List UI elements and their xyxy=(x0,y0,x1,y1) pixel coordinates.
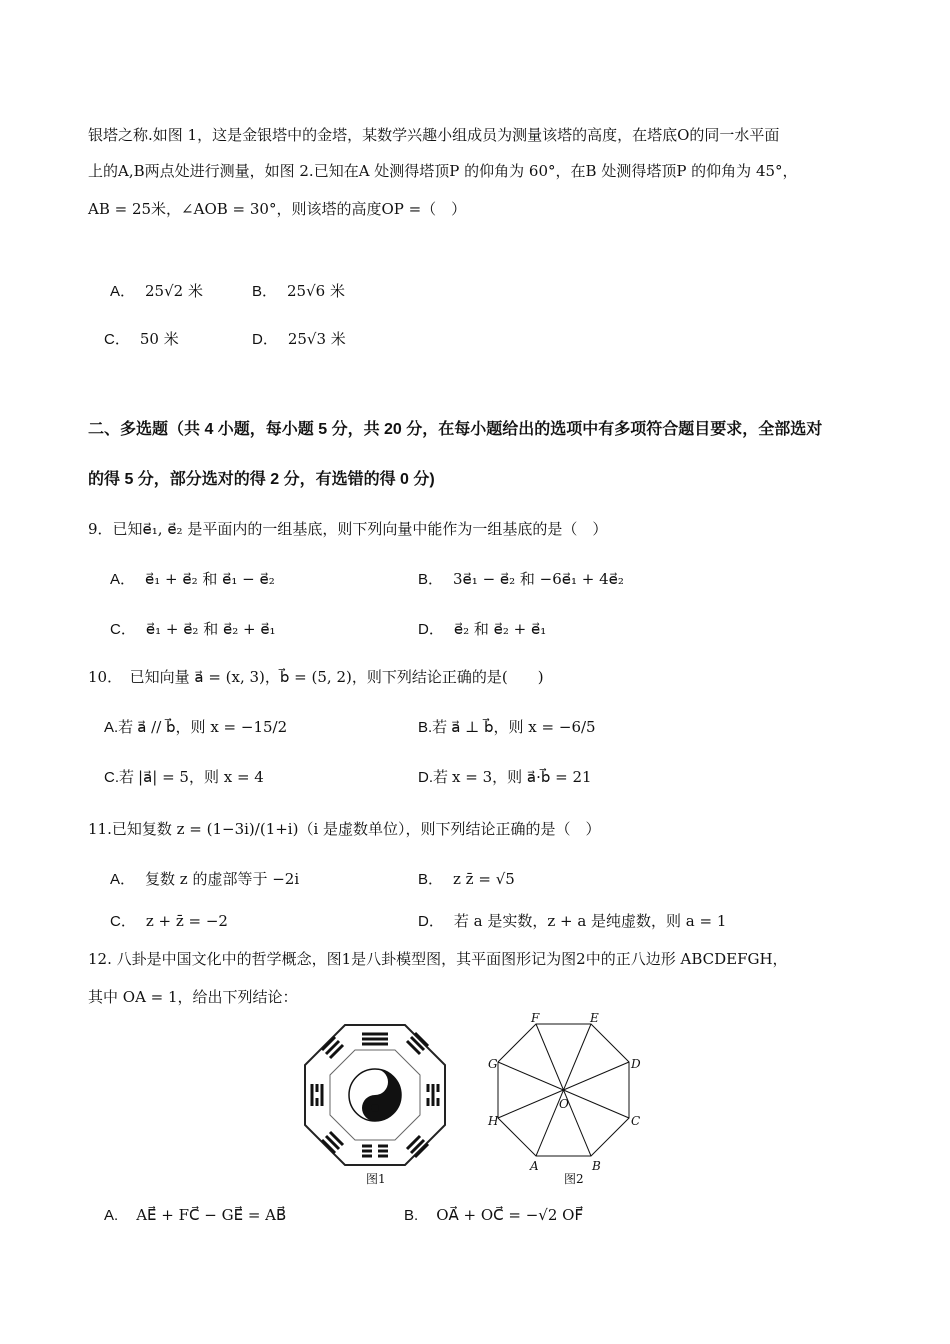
option-label: D.若 xyxy=(418,769,449,786)
figure-2-caption: 图2 xyxy=(564,1172,584,1186)
option-text: a⃗ ⊥ b⃗，则 x = −6/5 xyxy=(451,718,596,736)
option-text: a⃗ // b⃗，则 x = −15/2 xyxy=(137,718,288,736)
option-text: e⃗₁ + e⃗₂ 和 e⃗₂ + e⃗₁ xyxy=(145,620,276,638)
option-label: B. xyxy=(404,1207,419,1224)
q10-option-c xyxy=(104,766,264,789)
q8-option-d xyxy=(252,328,346,351)
q10-option-a xyxy=(104,716,287,739)
option-text: 3e⃗₁ − e⃗₂ 和 −6e⃗₁ + 4e⃗₂ xyxy=(453,570,624,588)
option-text: 25√2 米 xyxy=(145,282,203,300)
option-label: B． xyxy=(418,871,444,888)
q9-option-b xyxy=(418,568,624,591)
option-label: A． xyxy=(110,871,136,888)
q9-option-c xyxy=(110,618,276,641)
option-text: 25√3 米 xyxy=(287,330,346,348)
bagua-figure-1 xyxy=(300,1020,450,1170)
vertex-label-c: C xyxy=(631,1114,641,1128)
option-label: A． xyxy=(110,571,136,588)
vertex-label-d: D xyxy=(631,1057,641,1071)
vertex-label-h: H xyxy=(488,1114,499,1128)
q9-option-a xyxy=(110,568,275,591)
option-text: |a⃗| = 5，则 x = 4 xyxy=(138,768,264,786)
option-label: C． xyxy=(110,621,136,638)
center-label-o: O xyxy=(559,1097,569,1111)
q8-stem-line2: 上的A,B两点处进行测量，如图 2.已知在A 处测得塔顶P 的仰角为 60°，在B 处测得塔顶P 的仰角为 45°， xyxy=(88,162,798,180)
vertex-label-g: G xyxy=(488,1057,498,1071)
q11-option-b xyxy=(418,868,515,891)
option-text: e⃗₁ + e⃗₂ 和 e⃗₁ − e⃗₂ xyxy=(145,570,275,588)
option-text: z + z̄ = −2 xyxy=(145,912,228,930)
vertex-label-f: F xyxy=(531,1012,540,1025)
option-label: D． xyxy=(252,331,278,348)
q10-option-b xyxy=(418,716,596,739)
q9-option-d xyxy=(418,618,546,641)
vertex-label-e: E xyxy=(590,1012,599,1025)
vertex-label-b: B xyxy=(592,1159,601,1173)
q12-stem-line1: 12. 八卦是中国文化中的哲学概念，图1是八卦模型图，其平面图形记为图2中的正八边形 ABCDEFGH， xyxy=(88,950,788,968)
option-label: C． xyxy=(104,331,130,348)
q11-option-a xyxy=(110,868,299,891)
q8-stem-line1: 银塔之称.如图 1，这是金银塔中的金塔，某数学兴趣小组成员为测量该塔的高度，在塔底O的同一水平面 xyxy=(88,126,780,144)
option-label: B． xyxy=(252,283,278,300)
q11-option-d xyxy=(418,910,726,933)
q11-stem: 11.已知复数 z = (1−3i)/(1+i)（i 是虚数单位），则下列结论正确的是（ ） xyxy=(88,820,601,838)
section-2-heading-line2: 的得 5 分，部分选对的得 2 分，有选错的得 0 分) xyxy=(88,471,435,488)
q11-option-c xyxy=(110,910,228,933)
q12-option-a xyxy=(104,1204,286,1227)
option-text: 若 a 是实数，z + a 是纯虚数，则 a = 1 xyxy=(453,912,727,930)
option-text: z z̄ = √5 xyxy=(453,870,515,888)
option-text: OA⃗ + OC⃗ = −√2 OF⃗ xyxy=(436,1206,584,1224)
figure-1-caption: 图1 xyxy=(366,1172,386,1186)
option-text: 25√6 米 xyxy=(287,282,345,300)
q8-stem-line3: AB = 25米，∠AOB = 30°，则该塔的高度OP =（ ） xyxy=(88,200,467,218)
option-label: D． xyxy=(418,913,444,930)
octagon-figure-2 xyxy=(480,1012,650,1177)
option-label: C． xyxy=(110,913,136,930)
q12-option-b xyxy=(404,1204,583,1227)
option-text: e⃗₂ 和 e⃗₂ + e⃗₁ xyxy=(453,620,547,638)
option-label: C.若 xyxy=(104,769,135,786)
option-label: A. xyxy=(104,1207,119,1224)
option-text: 50 米 xyxy=(139,330,179,348)
q10-option-d xyxy=(418,766,592,789)
q8-option-a xyxy=(110,280,203,303)
option-text: AE⃗ + FC⃗ − GE⃗ = AB⃗ xyxy=(136,1206,287,1224)
vertex-label-a: A xyxy=(530,1159,539,1173)
q10-stem: 10． 已知向量 a⃗ = (x, 3)，b⃗ = (5, 2)，则下列结论正确的是( ) xyxy=(88,668,544,686)
option-label: D． xyxy=(418,621,444,638)
option-label: A.若 xyxy=(104,719,134,736)
section-2-heading-line1: 二、多选题（共 4 小题，每小题 5 分，共 20 分，在每小题给出的选项中有多项符合题目要求，全部选对 xyxy=(88,421,823,438)
q12-stem-line2: 其中 OA = 1，给出下列结论： xyxy=(88,988,298,1006)
q9-stem: 9．已知e⃗₁, e⃗₂ 是平面内的一组基底，则下列向量中能作为一组基底的是（ ） xyxy=(88,520,608,538)
q8-option-b xyxy=(252,280,345,303)
option-label: B.若 xyxy=(418,719,448,736)
option-label: B． xyxy=(418,571,444,588)
option-text: 复数 z 的虚部等于 −2i xyxy=(145,870,300,888)
option-label: A． xyxy=(110,283,136,300)
option-text: x = 3，则 a⃗·b⃗ = 21 xyxy=(452,768,592,786)
q8-option-c xyxy=(104,328,179,351)
